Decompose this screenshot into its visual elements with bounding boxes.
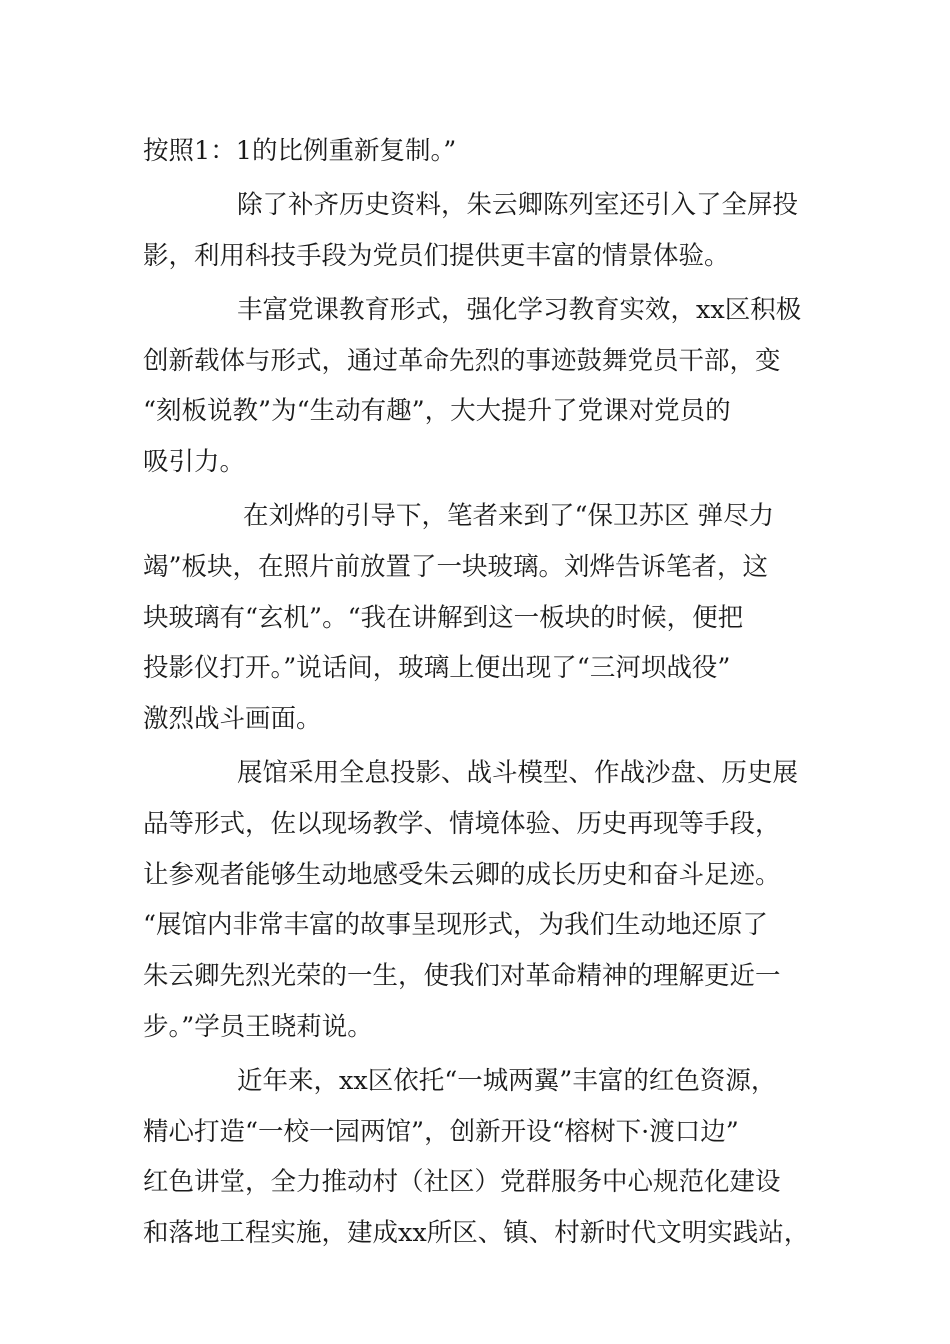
text-line: “展馆内非常丰富的故事呈现形式，为我们生动地还原了 [143,910,769,941]
text-line: 创新载体与形式，通过革命先烈的事迹鼓舞党员干部，变 [143,345,781,376]
body-text [143,126,823,1259]
text-line: 近年来，xx区依托“一城两翼”丰富的红色资源， [237,1065,777,1096]
text-line: 吸引力。 [143,447,246,478]
text-line: 竭”板块，在照片前放置了一块玻璃。刘烨告诉笔者，这 [143,552,769,582]
text-line: 步。”学员王晓莉说。 [143,1011,373,1042]
paragraph [143,1056,823,1259]
text-line: 在刘烨的引导下，笔者来到了“保卫苏区 弹尽力 [243,501,775,532]
text-line: 丰富党课教育形式，强化学习教育实效，xx区积极 [237,295,802,326]
text-line: 朱云卿先烈光荣的一生，使我们对革命精神的理解更近一 [143,961,781,991]
text-line: 影，利用科技手段为党员们提供更丰富的情景体验。 [143,240,730,271]
text-line: “刻板说教”为“生动有趣”，大大提升了党课对党员的 [143,396,731,427]
text-line: 让参观者能够生动地感受朱云卿的成长历史和奋斗足迹。 [143,859,781,890]
text-line: 精心打造“一校一园两馆”，创新开设“榕树下·渡口边” [143,1116,739,1147]
paragraph [143,748,823,1052]
paragraph [143,180,823,281]
text-line: 投影仪打开。”说话间，玻璃上便出现了“三河坝战役” [143,653,731,684]
text-line: 展馆采用全息投影、战斗模型、作战沙盘、历史展 [237,758,799,789]
paragraph [143,285,823,488]
paragraph [143,126,823,177]
text-line: 按照1：1的比例重新复制。” [143,136,457,166]
text-line: 红色讲堂，全力推动村（社区）党群服务中心规范化建设 [143,1167,781,1198]
text-line: 块玻璃有“玄机”。“我在讲解到这一板块的时候，便把 [143,602,744,633]
text-line: 和落地工程实施，建成xx所区、镇、村新时代文明实践站， [143,1217,810,1248]
text-line: 品等形式，佐以现场教学、情境体验、历史再现等手段， [143,808,781,839]
paragraph [143,491,823,744]
text-line: 除了补齐历史资料，朱云卿陈列室还引入了全屏投 [237,190,799,221]
text-line: 激烈战斗画面。 [143,704,322,735]
